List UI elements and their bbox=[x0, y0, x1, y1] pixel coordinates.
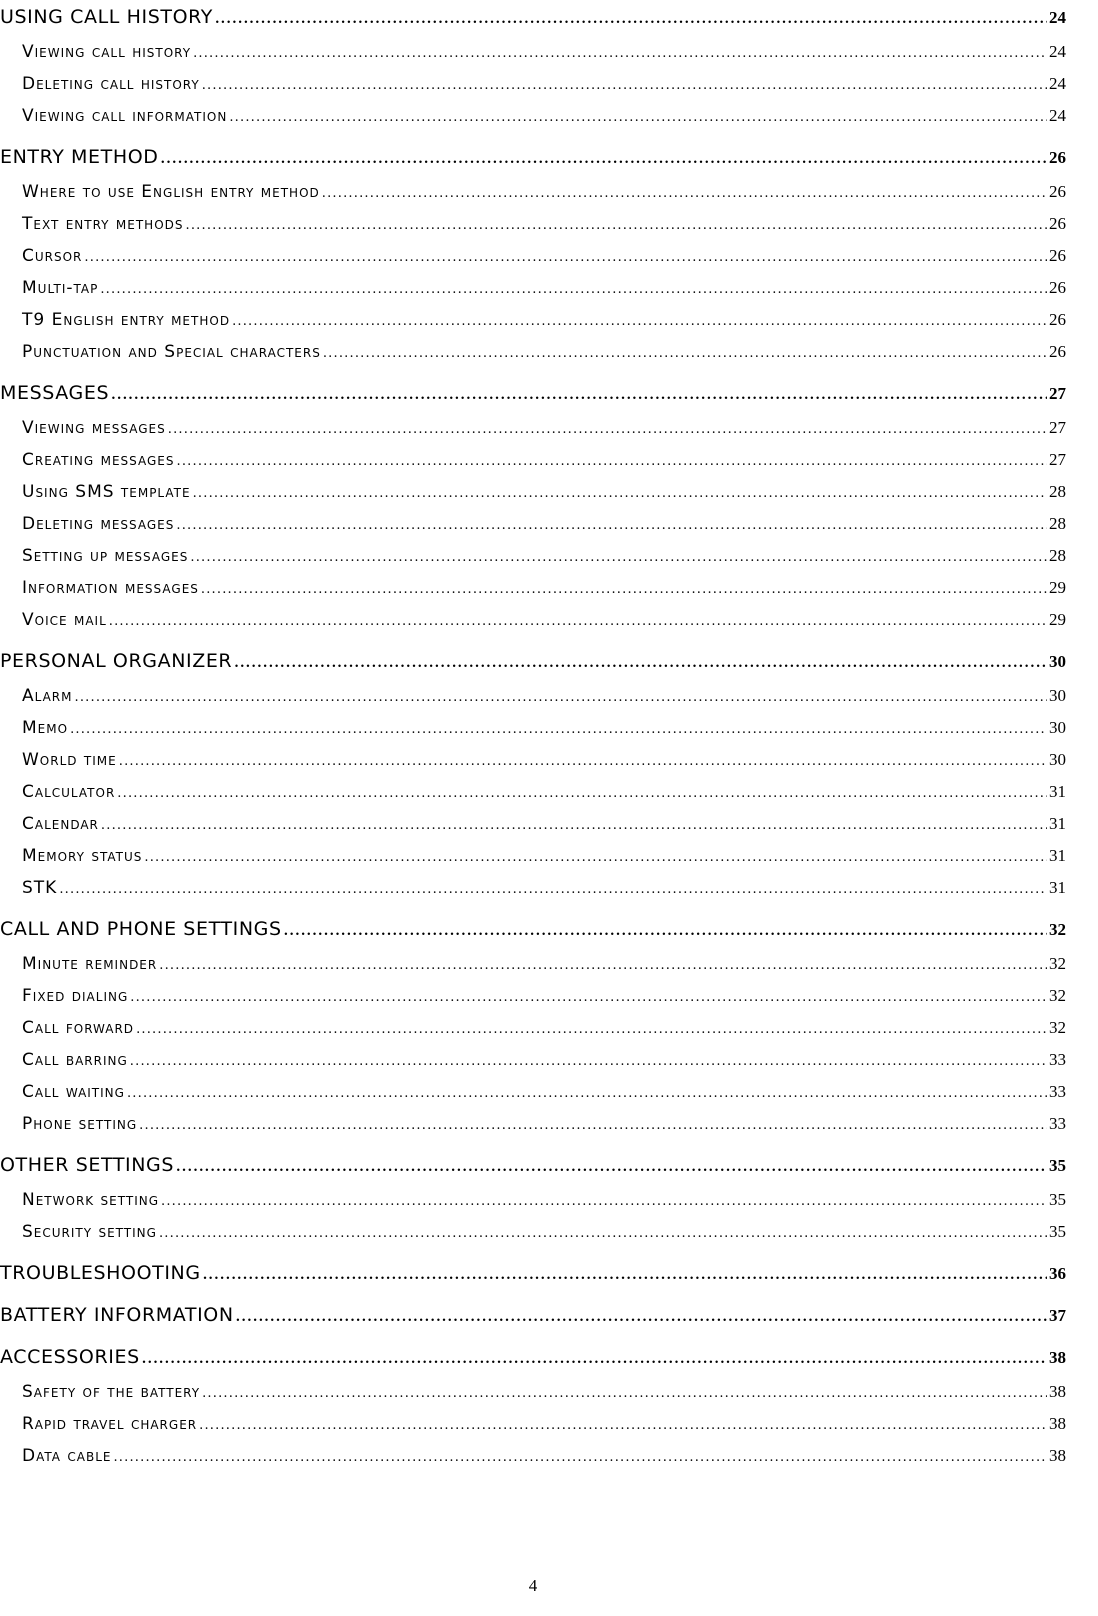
toc-entry-title: Call barring bbox=[22, 1050, 128, 1070]
toc-section-title: ACCESSORIES bbox=[0, 1346, 140, 1368]
toc-entry-title: Where to use English entry method bbox=[22, 182, 320, 202]
toc-page-number: 32 bbox=[1049, 954, 1066, 973]
toc-page-number: 24 bbox=[1049, 106, 1066, 125]
dot-leader bbox=[100, 274, 1047, 306]
toc-page-number: 35 bbox=[1049, 1222, 1066, 1241]
dot-leader bbox=[323, 338, 1047, 370]
dot-leader bbox=[168, 414, 1047, 446]
toc-page-number: 29 bbox=[1049, 610, 1066, 629]
toc-page-number: 26 bbox=[1049, 278, 1066, 297]
toc-page-number: 38 bbox=[1049, 1446, 1066, 1465]
toc-entry[interactable] bbox=[0, 36, 1066, 68]
toc-entry[interactable] bbox=[0, 100, 1066, 132]
dot-leader bbox=[201, 574, 1047, 606]
dot-leader bbox=[130, 1046, 1047, 1078]
toc-entry[interactable] bbox=[0, 304, 1066, 336]
toc-entry[interactable] bbox=[0, 68, 1066, 100]
toc-entry[interactable] bbox=[0, 476, 1066, 508]
toc-section-title: OTHER SETTINGS bbox=[0, 1154, 175, 1176]
toc-entry-title: World time bbox=[22, 750, 117, 770]
toc-page-number: 26 bbox=[1049, 148, 1066, 167]
dot-leader bbox=[186, 210, 1048, 242]
toc-section[interactable] bbox=[0, 1298, 1066, 1332]
toc-entry[interactable] bbox=[0, 208, 1066, 240]
toc-page-number: 26 bbox=[1049, 246, 1066, 265]
dot-leader bbox=[202, 70, 1047, 102]
toc-entry[interactable] bbox=[0, 1108, 1066, 1140]
dot-leader bbox=[139, 1110, 1047, 1142]
toc-entry-title: Viewing call information bbox=[22, 106, 228, 126]
toc-section-title: TROUBLESHOOTING bbox=[0, 1262, 201, 1284]
toc-entry[interactable] bbox=[0, 1376, 1066, 1408]
toc-entry[interactable] bbox=[0, 240, 1066, 272]
dot-leader bbox=[59, 874, 1047, 906]
toc-section-title: MESSAGES bbox=[0, 382, 110, 404]
dot-leader bbox=[190, 542, 1047, 574]
toc-entry-title: STK bbox=[22, 878, 58, 898]
toc-page-number: 38 bbox=[1049, 1382, 1066, 1401]
toc-page-number: 37 bbox=[1049, 1306, 1066, 1325]
dot-leader bbox=[113, 1442, 1047, 1474]
toc-entry[interactable] bbox=[0, 1012, 1066, 1044]
dot-leader bbox=[236, 1301, 1047, 1335]
toc-entry[interactable] bbox=[0, 336, 1066, 368]
toc-entry[interactable] bbox=[0, 1216, 1066, 1248]
dot-leader bbox=[234, 647, 1047, 681]
toc-page-number: 28 bbox=[1049, 546, 1066, 565]
toc-entry-title: Text entry methods bbox=[22, 214, 184, 234]
toc-entry[interactable] bbox=[0, 744, 1066, 776]
dot-leader bbox=[161, 143, 1047, 177]
toc-page-number: 28 bbox=[1049, 514, 1066, 533]
dot-leader bbox=[176, 1151, 1047, 1185]
toc-section-title: USING CALL HISTORY bbox=[0, 6, 213, 28]
toc-entry[interactable] bbox=[0, 272, 1066, 304]
toc-entry-title: Safety of the battery bbox=[22, 1382, 201, 1402]
toc-entry-title: Cursor bbox=[22, 246, 83, 266]
toc-entry[interactable] bbox=[0, 712, 1066, 744]
toc-entry-title: Call waiting bbox=[22, 1082, 125, 1102]
toc-page-number: 28 bbox=[1049, 482, 1066, 501]
toc-entry-title: Memo bbox=[22, 718, 69, 738]
toc-entry-title: Creating messages bbox=[22, 450, 175, 470]
toc-entry-title: Network setting bbox=[22, 1190, 160, 1210]
toc-entry[interactable] bbox=[0, 1044, 1066, 1076]
toc-entry-title: Multi-tap bbox=[22, 278, 99, 298]
toc-entry[interactable] bbox=[0, 808, 1066, 840]
toc-page-number: 35 bbox=[1049, 1190, 1066, 1209]
dot-leader bbox=[322, 178, 1047, 210]
toc-entry[interactable] bbox=[0, 1076, 1066, 1108]
toc-page-number: 32 bbox=[1049, 1018, 1066, 1037]
dot-leader bbox=[119, 746, 1047, 778]
toc-page-number: 35 bbox=[1049, 1156, 1066, 1175]
dot-leader bbox=[161, 1186, 1047, 1218]
toc-page-number: 36 bbox=[1049, 1264, 1066, 1283]
toc-entry[interactable] bbox=[0, 1184, 1066, 1216]
toc-section-title: BATTERY INFORMATION bbox=[0, 1304, 234, 1326]
dot-leader bbox=[215, 3, 1047, 37]
dot-leader bbox=[202, 1378, 1047, 1410]
toc-section[interactable] bbox=[0, 1256, 1066, 1290]
toc-entry-title: T9 English entry method bbox=[22, 310, 231, 330]
toc-page-number: 33 bbox=[1049, 1082, 1066, 1101]
toc-entry-title: Viewing call history bbox=[22, 42, 192, 62]
dot-leader bbox=[199, 1410, 1047, 1442]
dot-leader bbox=[177, 446, 1047, 478]
toc-entry[interactable] bbox=[0, 176, 1066, 208]
toc-entry[interactable] bbox=[0, 412, 1066, 444]
dot-leader bbox=[284, 915, 1047, 949]
toc-entry-title: Call forward bbox=[22, 1018, 135, 1038]
toc-entry[interactable] bbox=[0, 680, 1066, 712]
toc-page-number: 24 bbox=[1049, 8, 1066, 27]
toc-entry-title: Memory status bbox=[22, 846, 143, 866]
toc-entry-title: Rapid travel charger bbox=[22, 1414, 198, 1434]
toc-page-number: 31 bbox=[1049, 814, 1066, 833]
dot-leader bbox=[193, 478, 1047, 510]
toc-page-number: 30 bbox=[1049, 718, 1066, 737]
toc-entry[interactable] bbox=[0, 776, 1066, 808]
toc-page-number: 33 bbox=[1049, 1050, 1066, 1069]
toc-entry-title: Using SMS template bbox=[22, 482, 191, 502]
toc-entry[interactable] bbox=[0, 604, 1066, 636]
toc-page-number: 38 bbox=[1049, 1414, 1066, 1433]
toc-section-title: ENTRY METHOD bbox=[0, 146, 159, 168]
dot-leader bbox=[176, 510, 1047, 542]
toc-page-number: 33 bbox=[1049, 1114, 1066, 1133]
toc-page-number: 27 bbox=[1049, 384, 1066, 403]
toc-entry[interactable] bbox=[0, 1440, 1066, 1472]
dot-leader bbox=[159, 1218, 1047, 1250]
toc-page-number: 31 bbox=[1049, 878, 1066, 897]
toc-entry-title: Security setting bbox=[22, 1222, 157, 1242]
dot-leader bbox=[84, 242, 1047, 274]
toc-section[interactable] bbox=[0, 912, 1066, 946]
toc-entry-title: Punctuation and Special characters bbox=[22, 342, 321, 362]
toc-entry-title: Voice mail bbox=[22, 610, 107, 630]
toc-entry[interactable] bbox=[0, 840, 1066, 872]
toc-entry-title: Deleting call history bbox=[22, 74, 200, 94]
toc-page-number: 38 bbox=[1049, 1348, 1066, 1367]
toc-entry[interactable] bbox=[0, 540, 1066, 572]
toc-page-number: 31 bbox=[1049, 782, 1066, 801]
toc-page-number: 30 bbox=[1049, 750, 1066, 769]
dot-leader bbox=[127, 1078, 1047, 1110]
toc-page-number: 24 bbox=[1049, 42, 1066, 61]
toc-entry[interactable] bbox=[0, 444, 1066, 476]
toc-entry[interactable] bbox=[0, 508, 1066, 540]
toc-page-number: 29 bbox=[1049, 578, 1066, 597]
toc-page-number: 32 bbox=[1049, 986, 1066, 1005]
toc-page-number: 26 bbox=[1049, 182, 1066, 201]
dot-leader bbox=[130, 982, 1047, 1014]
toc-entry-title: Alarm bbox=[22, 686, 73, 706]
toc-section[interactable] bbox=[0, 1148, 1066, 1182]
dot-leader bbox=[117, 778, 1047, 810]
toc-page-number: 27 bbox=[1049, 418, 1066, 437]
toc-page-number: 26 bbox=[1049, 342, 1066, 361]
toc-entry-title: Fixed dialing bbox=[22, 986, 129, 1006]
toc-entry[interactable] bbox=[0, 980, 1066, 1012]
toc-page-number: 32 bbox=[1049, 920, 1066, 939]
page-footer-number: 4 bbox=[528, 1576, 538, 1595]
toc-entry-title: Calendar bbox=[22, 814, 99, 834]
toc-section-title: CALL AND PHONE SETTINGS bbox=[0, 918, 282, 940]
toc-page-number: 26 bbox=[1049, 310, 1066, 329]
toc-page-number: 26 bbox=[1049, 214, 1066, 233]
toc-entry-title: Setting up messages bbox=[22, 546, 189, 566]
toc-entry-title: Data cable bbox=[22, 1446, 112, 1466]
toc-entry-title: Phone setting bbox=[22, 1114, 138, 1134]
dot-leader bbox=[111, 379, 1047, 413]
dot-leader bbox=[232, 306, 1047, 338]
toc-page-number: 27 bbox=[1049, 450, 1066, 469]
toc-section[interactable] bbox=[0, 140, 1066, 174]
toc-entry[interactable] bbox=[0, 572, 1066, 604]
dot-leader bbox=[101, 810, 1047, 842]
dot-leader bbox=[203, 1259, 1047, 1293]
dot-leader bbox=[144, 842, 1047, 874]
toc-section[interactable] bbox=[0, 644, 1066, 678]
toc-entry[interactable] bbox=[0, 872, 1066, 904]
toc-entry-title: Calculator bbox=[22, 782, 116, 802]
toc-entry-title: Minute reminder bbox=[22, 954, 158, 974]
toc-entry-title: Viewing messages bbox=[22, 418, 166, 438]
dot-leader bbox=[75, 682, 1048, 714]
toc-section[interactable] bbox=[0, 0, 1066, 34]
toc-section-title: PERSONAL ORGANIZER bbox=[0, 650, 233, 672]
dot-leader bbox=[159, 950, 1047, 982]
dot-leader bbox=[142, 1343, 1047, 1377]
toc-entry[interactable] bbox=[0, 1408, 1066, 1440]
toc-entry[interactable] bbox=[0, 948, 1066, 980]
dot-leader bbox=[70, 714, 1047, 746]
toc-section[interactable] bbox=[0, 376, 1066, 410]
toc-page-number: 30 bbox=[1049, 652, 1066, 671]
toc-page-number: 31 bbox=[1049, 846, 1066, 865]
toc-entry-title: Deleting messages bbox=[22, 514, 175, 534]
dot-leader bbox=[193, 38, 1047, 70]
toc-section[interactable] bbox=[0, 1340, 1066, 1374]
toc-entry-title: Information messages bbox=[22, 578, 199, 598]
toc-page-number: 24 bbox=[1049, 74, 1066, 93]
dot-leader bbox=[229, 102, 1047, 134]
dot-leader bbox=[109, 606, 1047, 638]
toc-page-number: 30 bbox=[1049, 686, 1066, 705]
dot-leader bbox=[136, 1014, 1047, 1046]
